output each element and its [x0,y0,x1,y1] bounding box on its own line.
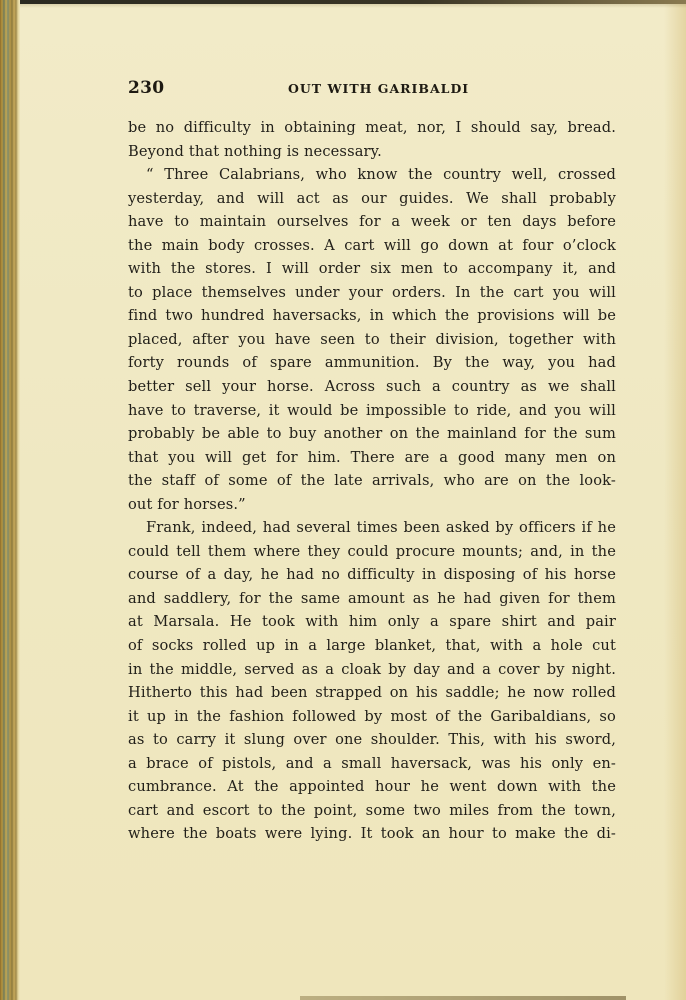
text-line: course of a day, he had no difficulty in disposing of his horse [128,566,616,584]
text-line: “ Three Calabrians, who know the country well, crossed [146,166,616,184]
text-line: it up in the fashion followed by most of the Garibaldians, so [128,707,616,725]
text-line: yesterday, and will act as our guides. We shall probably [128,189,616,207]
page-bottom-edge [300,996,626,1000]
text-line: of socks rolled up in a large blanket, that, with a hole cut [128,637,616,655]
text-line: the main body crosses. A cart will go down at four o’clock [128,236,616,254]
text-line: the staff of some of the late arrivals, who are on the look- [128,472,616,490]
page-number: 230 [128,78,165,98]
text-line: cumbrance. At the appointed hour he went down with the [128,778,616,796]
text-line: could tell them where they could procure mounts; and, in the [128,542,616,560]
book-spine-edge [0,0,20,1000]
text-line: as to carry it slung over one shoulder. This, with his sword, [128,731,616,749]
text-line: Beyond that nothing is necessary. [128,142,382,160]
body-text [128,116,616,846]
text-line: have to maintain ourselves for a week or ten days before [128,213,616,231]
text-line: with the stores. I will order six men to accompany it, and [128,260,616,278]
text-line: Frank, indeed, had several times been asked by officers if he [146,519,616,537]
text-line: to place themselves under your orders. In the cart you will [128,283,616,301]
text-line: placed, after you have seen to their division, together with [128,330,616,348]
text-line: forty rounds of spare ammunition. By the way, you had [128,354,616,372]
page-top-edge [20,0,686,4]
text-line: find two hundred haversacks, in which the provisions will be [128,307,616,325]
text-line: better sell your horse. Across such a country as we shall [128,378,616,396]
page-header [128,78,616,102]
text-line: cart and escort to the point, some two miles from the town, [128,801,616,819]
text-line: at Marsala. He took with him only a spare shirt and pair [128,613,616,631]
running-title: OUT WITH GARIBALDI [288,81,470,96]
text-line: a brace of pistols, and a small haversack, was his only en- [128,754,616,772]
text-line: where the boats were lying. It took an hour to make the di- [128,825,616,843]
text-line: have to traverse, it would be impossible to ride, and you will [128,401,616,419]
text-line: and saddlery, for the same amount as he had given for them [128,589,616,607]
text-line: probably be able to buy another on the mainland for the sum [128,425,616,443]
text-line: Hitherto this had been strapped on his saddle; he now rolled [128,684,616,702]
text-line: that you will get for him. There are a good many men on [128,448,616,466]
text-line: in the middle, served as a cloak by day and a cover by night. [128,660,616,678]
text-line: out for horses.” [128,495,246,513]
text-line: be no difficulty in obtaining meat, nor, I should say, bread. [128,119,616,136]
